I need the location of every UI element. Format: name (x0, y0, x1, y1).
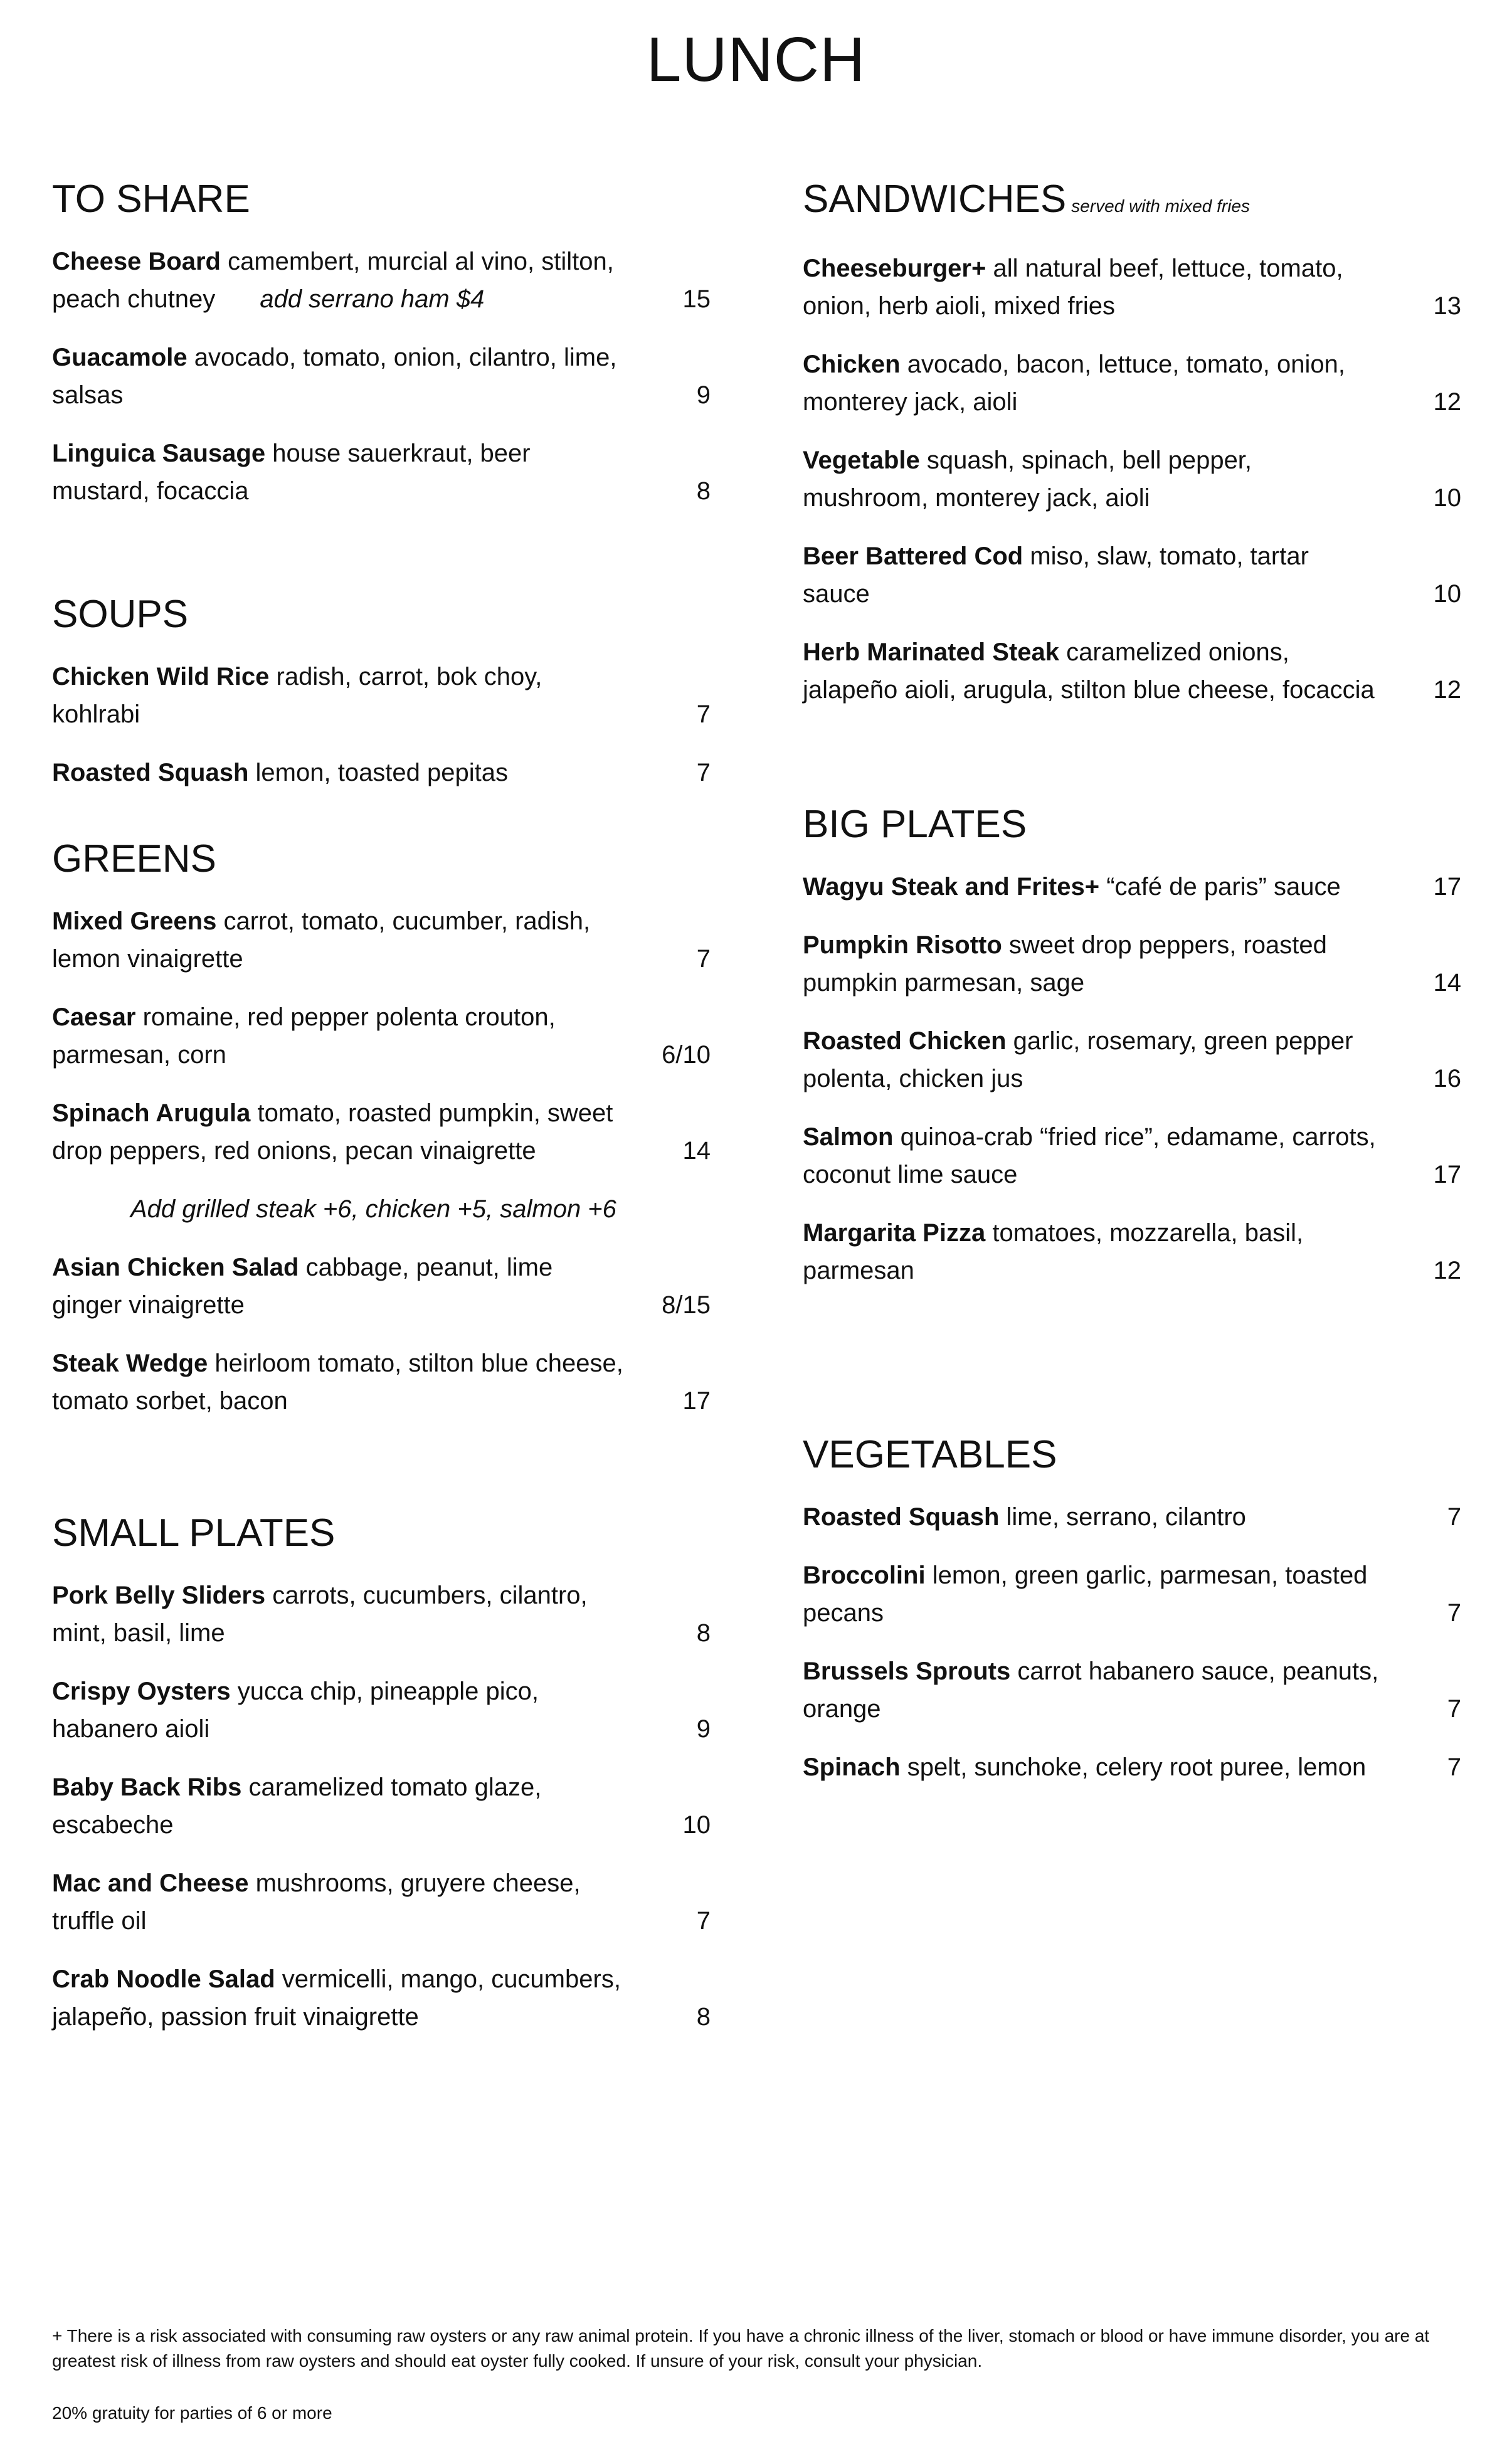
menu-item (52, 902, 711, 978)
item-description: mushrooms, gruyere cheese, truffle oil (52, 1869, 581, 1935)
section-greens (52, 837, 711, 1441)
item-name: Broccolini (803, 1562, 926, 1589)
item-price: 14 (682, 1137, 711, 1165)
item-description: “café de paris” sauce (1106, 873, 1341, 901)
item-name: Herb Marinated Steak (803, 638, 1060, 666)
item-price: 7 (1447, 1599, 1461, 1627)
section-heading (803, 177, 1461, 228)
item-price: 7 (696, 945, 711, 973)
item-price: 8 (696, 1619, 711, 1647)
item-description: sweet drop peppers, roasted pumpkin parmesan, sage (803, 931, 1327, 997)
item-description: miso, slaw, tomato, tartar sauce (803, 542, 1309, 608)
menu-item (803, 926, 1461, 1002)
menu-item (52, 1960, 711, 2036)
menu-item (803, 442, 1461, 517)
item-price: 10 (682, 1811, 711, 1839)
item-name: Mixed Greens (52, 907, 217, 935)
item-name: Linguica Sausage (52, 440, 266, 467)
item-price: 7 (1447, 1695, 1461, 1723)
item-description: radish, carrot, bok choy, kohlrabi (52, 663, 542, 728)
protein-addon-note: Add grilled steak +6, chicken +5, salmon +6 (130, 1195, 616, 1223)
item-description: cabbage, peanut, lime ginger vinaigrette (52, 1254, 553, 1319)
item-description: caramelized tomato glaze, escabeche (52, 1774, 542, 1839)
item-price: 10 (1433, 580, 1461, 608)
item-description: romaine, red pepper polenta crouton, parmesan, corn (52, 1003, 556, 1069)
menu-item (803, 1652, 1461, 1728)
section-soups (52, 593, 711, 812)
item-description: avocado, bacon, lettuce, tomato, onion, monterey jack, aioli (803, 351, 1345, 416)
item-price: 7 (1447, 1753, 1461, 1781)
item-name: Mac and Cheese (52, 1869, 249, 1897)
item-price: 10 (1433, 484, 1461, 512)
menu-item (52, 1094, 711, 1170)
menu-item (803, 1022, 1461, 1097)
item-description: quinoa-crab “fried rice”, edamame, carrots, coconut lime sauce (803, 1123, 1376, 1188)
item-description: spelt, sunchoke, celery root puree, lemon (907, 1753, 1367, 1781)
item-name: Baby Back Ribs (52, 1774, 242, 1801)
section-heading-text: SANDWICHES (803, 177, 1067, 221)
item-description: carrots, cucumbers, cilantro, mint, basil, lime (52, 1582, 588, 1647)
menu-item (52, 1769, 711, 1844)
item-price: 7 (696, 1907, 711, 1935)
section-big-plates (803, 803, 1461, 1310)
item-name: Cheese Board (52, 248, 221, 275)
section-heading: TO SHARE (52, 177, 250, 221)
menu-item (803, 537, 1461, 613)
menu-item (803, 1748, 1461, 1786)
item-description: garlic, rosemary, green pepper polenta, chicken jus (803, 1027, 1353, 1092)
item-description: yucca chip, pineapple pico, habanero aioli (52, 1678, 539, 1743)
menu-item (803, 633, 1461, 709)
item-description: heirloom tomato, stilton blue cheese, tomato sorbet, bacon (52, 1350, 623, 1415)
item-price: 16 (1433, 1065, 1461, 1092)
item-description: squash, spinach, bell pepper, mushroom, monterey jack, aioli (803, 447, 1252, 512)
item-price: 17 (682, 1387, 711, 1415)
menu-item (52, 1673, 711, 1748)
item-description: lime, serrano, cilantro (1006, 1503, 1246, 1531)
menu-item (803, 250, 1461, 325)
menu-item (803, 1498, 1461, 1536)
section-to-share (52, 177, 711, 531)
menu-title: LUNCH (646, 24, 866, 95)
menu-item (803, 1214, 1461, 1289)
menu-item (803, 1118, 1461, 1193)
item-addon: add serrano ham $4 (260, 285, 485, 313)
section-vegetables (803, 1433, 1461, 1807)
item-price: 7 (696, 701, 711, 728)
item-name: Margarita Pizza (803, 1219, 986, 1247)
item-name: Asian Chicken Salad (52, 1254, 299, 1281)
section-heading: SOUPS (52, 593, 189, 636)
menu-item (52, 339, 711, 414)
item-description: camembert, murcial al vino, stilton, peach chutney (52, 248, 614, 313)
section-heading: BIG PLATES (803, 803, 1027, 846)
item-name: Steak Wedge (52, 1350, 208, 1377)
item-price: 12 (1433, 1257, 1461, 1284)
menu-item (52, 1577, 711, 1652)
menu-item (52, 243, 711, 318)
menu-item (52, 998, 711, 1074)
item-price: 8/15 (662, 1291, 711, 1319)
section-heading-note: served with mixed fries (1071, 196, 1250, 216)
item-name: Wagyu Steak and Frites+ (803, 873, 1100, 901)
item-name: Roasted Chicken (803, 1027, 1007, 1055)
item-description: all natural beef, lettuce, tomato, onion, herb aioli, mixed fries (803, 255, 1343, 320)
item-price: 15 (682, 285, 711, 313)
menu-item (52, 435, 711, 510)
item-name: Spinach Arugula (52, 1099, 251, 1127)
item-price: 8 (696, 2003, 711, 2031)
item-name: Salmon (803, 1123, 894, 1151)
item-description: carrot habanero sauce, peanuts, orange (803, 1658, 1379, 1723)
section-heading: SMALL PLATES (52, 1511, 336, 1555)
menu-item (803, 346, 1461, 421)
item-name: Caesar (52, 1003, 136, 1031)
item-description: lemon, green garlic, parmesan, toasted pecans (803, 1562, 1368, 1627)
menu-item (52, 1864, 711, 1940)
item-name: Beer Battered Cod (803, 542, 1023, 570)
section-heading: GREENS (52, 837, 216, 880)
item-price: 9 (696, 1715, 711, 1743)
item-name: Spinach (803, 1753, 901, 1781)
section-small-plates (52, 1511, 711, 2056)
menu-item (52, 1345, 711, 1420)
item-price: 13 (1433, 292, 1461, 320)
item-price: 17 (1433, 873, 1461, 901)
item-price: 7 (1447, 1503, 1461, 1531)
item-description: carrot, tomato, cucumber, radish, lemon vinaigrette (52, 907, 591, 973)
menu-item (52, 1249, 711, 1324)
item-price: 6/10 (662, 1041, 711, 1069)
item-name: Crispy Oysters (52, 1678, 231, 1705)
item-description: vermicelli, mango, cucumbers, jalapeño, passion fruit vinaigrette (52, 1965, 621, 2031)
item-price: 14 (1433, 969, 1461, 997)
item-description: tomato, roasted pumpkin, sweet drop peppers, red onions, pecan vinaigrette (52, 1099, 613, 1165)
item-price: 12 (1433, 388, 1461, 416)
menu-item (52, 658, 711, 733)
item-description: avocado, tomato, onion, cilantro, lime, salsas (52, 344, 617, 409)
item-name: Roasted Squash (803, 1503, 1000, 1531)
item-price: 7 (696, 759, 711, 786)
item-name: Roasted Squash (52, 759, 249, 786)
item-name: Pork Belly Sliders (52, 1582, 266, 1609)
item-name: Chicken (803, 351, 901, 378)
section-heading: VEGETABLES (803, 1433, 1057, 1476)
item-name: Guacamole (52, 344, 188, 371)
menu-item (52, 754, 711, 791)
item-price: 8 (696, 477, 711, 505)
item-price: 12 (1433, 676, 1461, 704)
item-name: Crab Noodle Salad (52, 1965, 275, 1993)
item-price: 17 (1433, 1161, 1461, 1188)
item-name: Vegetable (803, 447, 920, 474)
menu-item (803, 1557, 1461, 1632)
item-name: Brussels Sprouts (803, 1658, 1011, 1685)
item-description: caramelized onions, jalapeño aioli, arugula, stilton blue cheese, focaccia (803, 638, 1375, 704)
item-name: Pumpkin Risotto (803, 931, 1002, 959)
item-description: house sauerkraut, beer mustard, focaccia (52, 440, 531, 505)
item-description: lemon, toasted pepitas (255, 759, 509, 786)
footer-disclaimer: + There is a risk associated with consuming raw oysters or any raw animal protein. If you have a chronic illness of the liver, stomach or blood or have immune disorder, you are at greatest risk of illness from raw oysters and should eat oyster fully cooked. If unsure of your risk, consult your physician. (52, 2326, 1430, 2371)
item-description: tomatoes, mozzarella, basil, parmesan (803, 1219, 1304, 1284)
item-name: Cheeseburger+ (803, 255, 986, 282)
section-sandwiches (803, 177, 1461, 729)
menu-item (803, 868, 1461, 906)
footer-gratuity: 20% gratuity for parties of 6 or more (52, 2403, 332, 2423)
item-price: 9 (696, 381, 711, 409)
item-name: Chicken Wild Rice (52, 663, 270, 690)
